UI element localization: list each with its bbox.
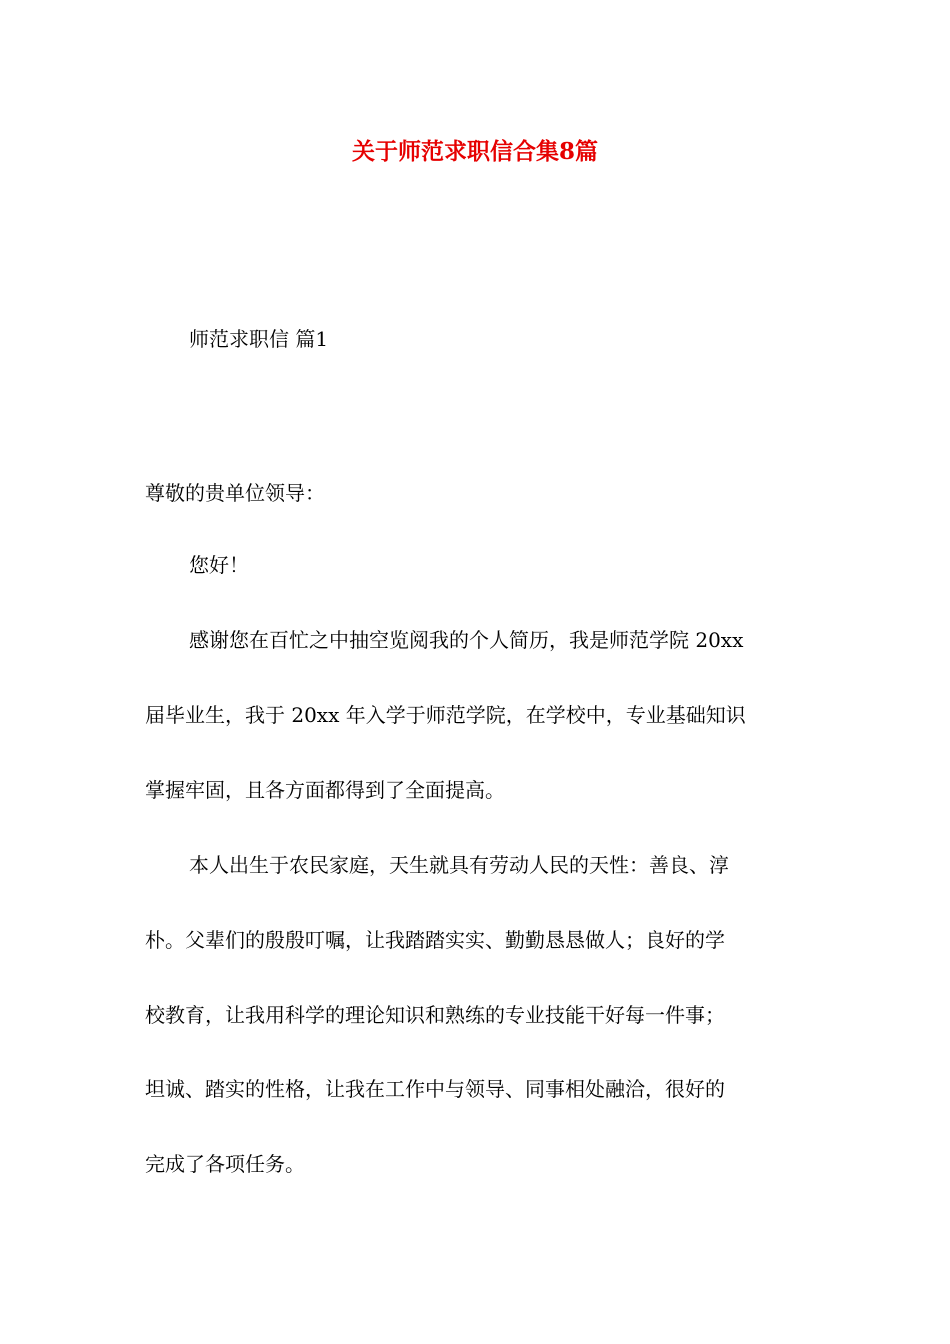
- document-title: 关于师范求职信合集8篇: [351, 138, 598, 165]
- section-heading: 师范求职信 篇1: [189, 327, 329, 351]
- paragraph-1-line-2: 届毕业生，我于 20xx 年入学于师范学院，在学校中，专业基础知识: [145, 703, 746, 727]
- paragraph-2-line-2: 朴。父辈们的殷殷叮嘱，让我踏踏实实、勤勤恳恳做人；良好的学: [145, 928, 725, 952]
- paragraph-2-line-4: 坦诚、踏实的性格，让我在工作中与领导、同事相处融洽，很好的: [145, 1077, 725, 1101]
- paragraph-2-line-5: 完成了各项任务。: [145, 1152, 305, 1176]
- paragraph-1-line-3: 掌握牢固，且各方面都得到了全面提高。: [145, 778, 505, 802]
- paragraph-2-line-1: 本人出生于农民家庭，天生就具有劳动人民的天性：善良、淳: [189, 853, 729, 877]
- paragraph-2-line-3: 校教育，让我用科学的理论知识和熟练的专业技能干好每一件事；: [145, 1003, 725, 1027]
- salutation: 尊敬的贵单位领导：: [145, 481, 325, 505]
- paragraph-1-line-1: 感谢您在百忙之中抽空览阅我的个人简历，我是师范学院 20xx: [189, 628, 744, 652]
- greeting: 您好！: [189, 553, 249, 577]
